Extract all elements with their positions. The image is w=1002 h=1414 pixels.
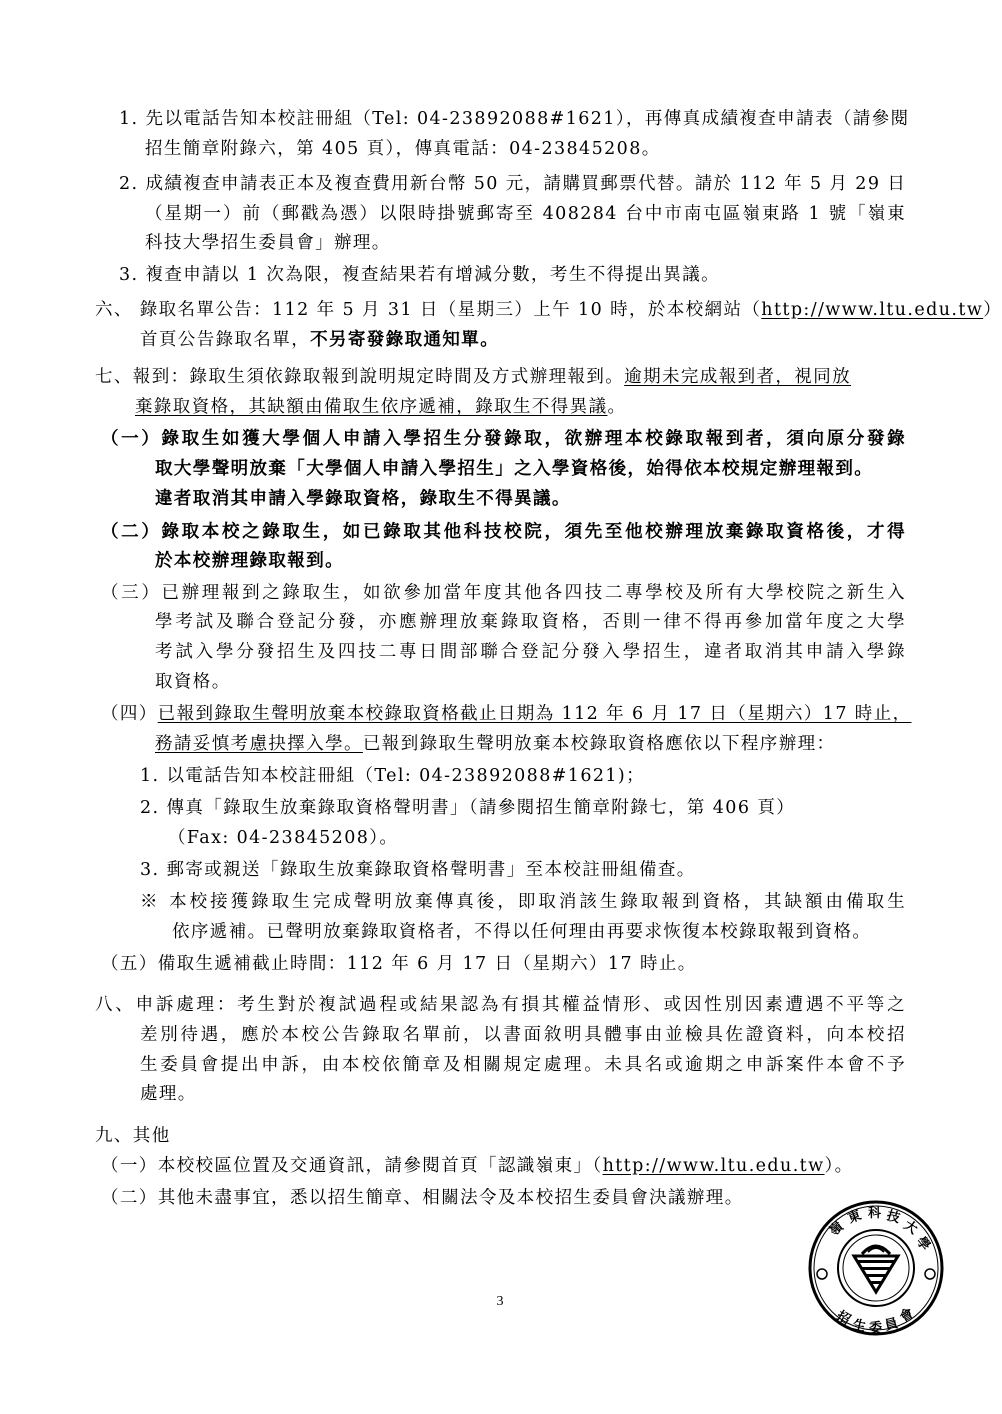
section-6-line-1 <box>95 297 1002 323</box>
svg-text:東: 東 <box>845 1207 864 1227</box>
section-9-item-1 <box>101 1153 854 1179</box>
section-7-item-5: （五）備取生遞補截止時間：112 年 6 月 17 日（星期六）17 時止。 <box>101 954 697 974</box>
svg-text:學: 學 <box>912 1234 933 1254</box>
review-step-2-line-1: 2. 成績複查申請表正本及複查費用新台幣 50 元，請購買郵票代替。請於 112 年 5 月 29 日 <box>119 174 907 194</box>
section-9-item-2: （二）其他未盡事宜，悉以招生簡章、相關法令及本校招生委員會決議辦理。 <box>101 1188 744 1208</box>
withdrawal-procedure-intro: 已報到錄取生聲明放棄本校錄取資格應依以下程序辦理： <box>362 734 836 754</box>
section-8-line-3: 生委員會提出申訴，由本校依簡章及相關規定處理。未具名或逾期之申訴案件本會不予 <box>140 1055 906 1075</box>
section-6-line-2 <box>140 327 499 353</box>
svg-text:科: 科 <box>868 1206 882 1221</box>
withdrawal-step-3: 3. 郵寄或親送「錄取生放棄錄取資格聲明書」至本校註冊組備查。 <box>140 860 696 880</box>
careful-consideration-text: 務請妥慎考慮抉擇入學。 <box>155 734 363 754</box>
section-7-item-1-line-1: （一）錄取生如獲大學個人申請入學招生分發錄取，欲辦理本校錄取報到者，須向原分發錄 <box>101 429 906 449</box>
svg-text:嶺: 嶺 <box>826 1219 847 1240</box>
svg-text:會: 會 <box>897 1305 917 1326</box>
withdrawal-deadline-text: 已報到錄取生聲明放棄本校錄取資格截止日期為 112 年 6 月 17 日（星期六）17 時止， <box>157 704 912 724</box>
section-7-line-2 <box>135 394 626 420</box>
section-7-item-3-line-3: 考試入學分發招生及四技二專日間部聯合登記分發入學招生，違者取消其申請入學錄 <box>155 642 906 662</box>
review-step-1-line-2: 招生簡章附錄六，第 405 頁），傳真電話：04-23845208。 <box>145 139 661 159</box>
withdrawal-note-line-2: 依序遞補。已聲明放棄錄取資格者，不得以任何理由再要求恢復本校錄取報到資格。 <box>172 922 872 942</box>
section-7-item-3-line-2: 學考試及聯合登記分發，亦應辦理放棄錄取資格，否則一律不得再參加當年度之大學 <box>155 612 906 632</box>
school-website-link-2[interactable]: http://www.ltu.edu.tw <box>602 1156 825 1176</box>
svg-text:招: 招 <box>834 1308 853 1328</box>
review-step-2-line-3: 科技大學招生委員會」辦理。 <box>145 233 391 253</box>
section-7-item-1-line-3: 違者取消其申請入學錄取資格，錄取生不得異議。 <box>155 489 571 509</box>
section-6-heading: 六、 錄取名單公告：112 年 5 月 31 日（星期三）上午 10 時，於本校網站（ <box>95 300 762 320</box>
withdrawal-step-2-line-1: 2. 傳真「錄取生放棄錄取資格聲明書」（請參閱招生簡章附錄七，第 406 頁） <box>140 798 796 818</box>
admissions-committee-seal <box>806 1198 946 1338</box>
svg-text:委: 委 <box>869 1321 883 1336</box>
withdrawal-step-2-line-2: （Fax: 04-23845208）。 <box>168 828 399 848</box>
section-7-period: 。 <box>607 397 627 417</box>
section-7-item-3-line-4: 取資格。 <box>155 672 231 692</box>
section-7-item-4-label: （四） <box>101 704 158 724</box>
section-7-item-3-line-1: （三）已辦理報到之錄取生，如欲參加當年度其他各四技二專學校及所有大學校院之新生入 <box>101 583 906 603</box>
svg-text:生: 生 <box>851 1317 868 1336</box>
svg-text:技: 技 <box>884 1208 902 1227</box>
section-8-line-4: 處理。 <box>140 1084 197 1104</box>
review-step-1-line-1: 1. 先以電話告知本校註冊組（Tel: 04-23892088#1621），再傳真成績複查申請表（請參閱 <box>119 109 910 129</box>
section-7-item-1-line-2: 取大學聲明放棄「大學個人申請入學招生」之入學資格後，始得依本校規定辦理報到。 <box>155 459 874 479</box>
no-admission-notice-text: 不另寄發錄取通知單。 <box>310 330 500 350</box>
section-7-item-2-line-2: 於本校辦理錄取報到。 <box>155 551 344 571</box>
section-7-heading: 七、報到：錄取生須依錄取報到說明規定時間及方式辦理報到。 <box>95 367 625 387</box>
section-7-overdue-warning: 逾期未完成報到者，視同放 <box>624 367 852 387</box>
page-number: 3 <box>496 1294 504 1309</box>
review-step-3: 3. 複查申請以 1 次為限，複查結果若有增減分數，考生不得提出異議。 <box>119 265 721 285</box>
svg-text:員: 員 <box>883 1316 900 1334</box>
section-8-line-2: 差別待遇，應於本校公告錄取名單前，以書面敘明具體事由並檢具佐證資料，向本校招 <box>140 1025 906 1045</box>
svg-text:大: 大 <box>900 1217 920 1238</box>
section-9-heading: 九、其他 <box>95 1126 171 1146</box>
withdrawal-step-1: 1. 以電話告知本校註冊組（Tel: 04-23892088#1621)； <box>140 766 646 786</box>
section-8-line-1: 八、申訴處理：考生對於複試過程或結果認為有損其權益情形、或因性別因素遭遇不平等之 <box>95 995 906 1015</box>
section-7-item-4-line-1 <box>101 701 912 727</box>
section-7-forfeit-warning: 棄錄取資格，其缺額由備取生依序遞補，錄取生不得異議 <box>135 397 608 417</box>
section-6-close-paren: ） <box>983 300 1002 320</box>
section-9-item-1-close: ）。 <box>824 1156 854 1176</box>
section-9-item-1-text: （一）本校校區位置及交通資訊，請參閱首頁「認識嶺東」（ <box>101 1156 603 1176</box>
section-7-item-4-line-2 <box>155 731 835 757</box>
withdrawal-note-line-1: ※ 本校接獲錄取生完成聲明放棄傳真後，即取消該生錄取報到資格，其缺額由備取生 <box>140 892 906 912</box>
review-step-2-line-2: （星期一）前（郵戳為憑）以限時掛號郵寄至 408284 台中市南屯區嶺東路 1 號「嶺東 <box>145 204 906 224</box>
section-6-announcement-text: 首頁公告錄取名單， <box>140 330 311 350</box>
section-7-line-1 <box>95 364 851 390</box>
school-website-link[interactable]: http://www.ltu.edu.tw <box>761 300 984 320</box>
section-7-item-2-line-1: （二）錄取本校之錄取生，如已錄取其他科技校院，須先至他校辦理放棄錄取資格後，才得 <box>101 522 906 542</box>
